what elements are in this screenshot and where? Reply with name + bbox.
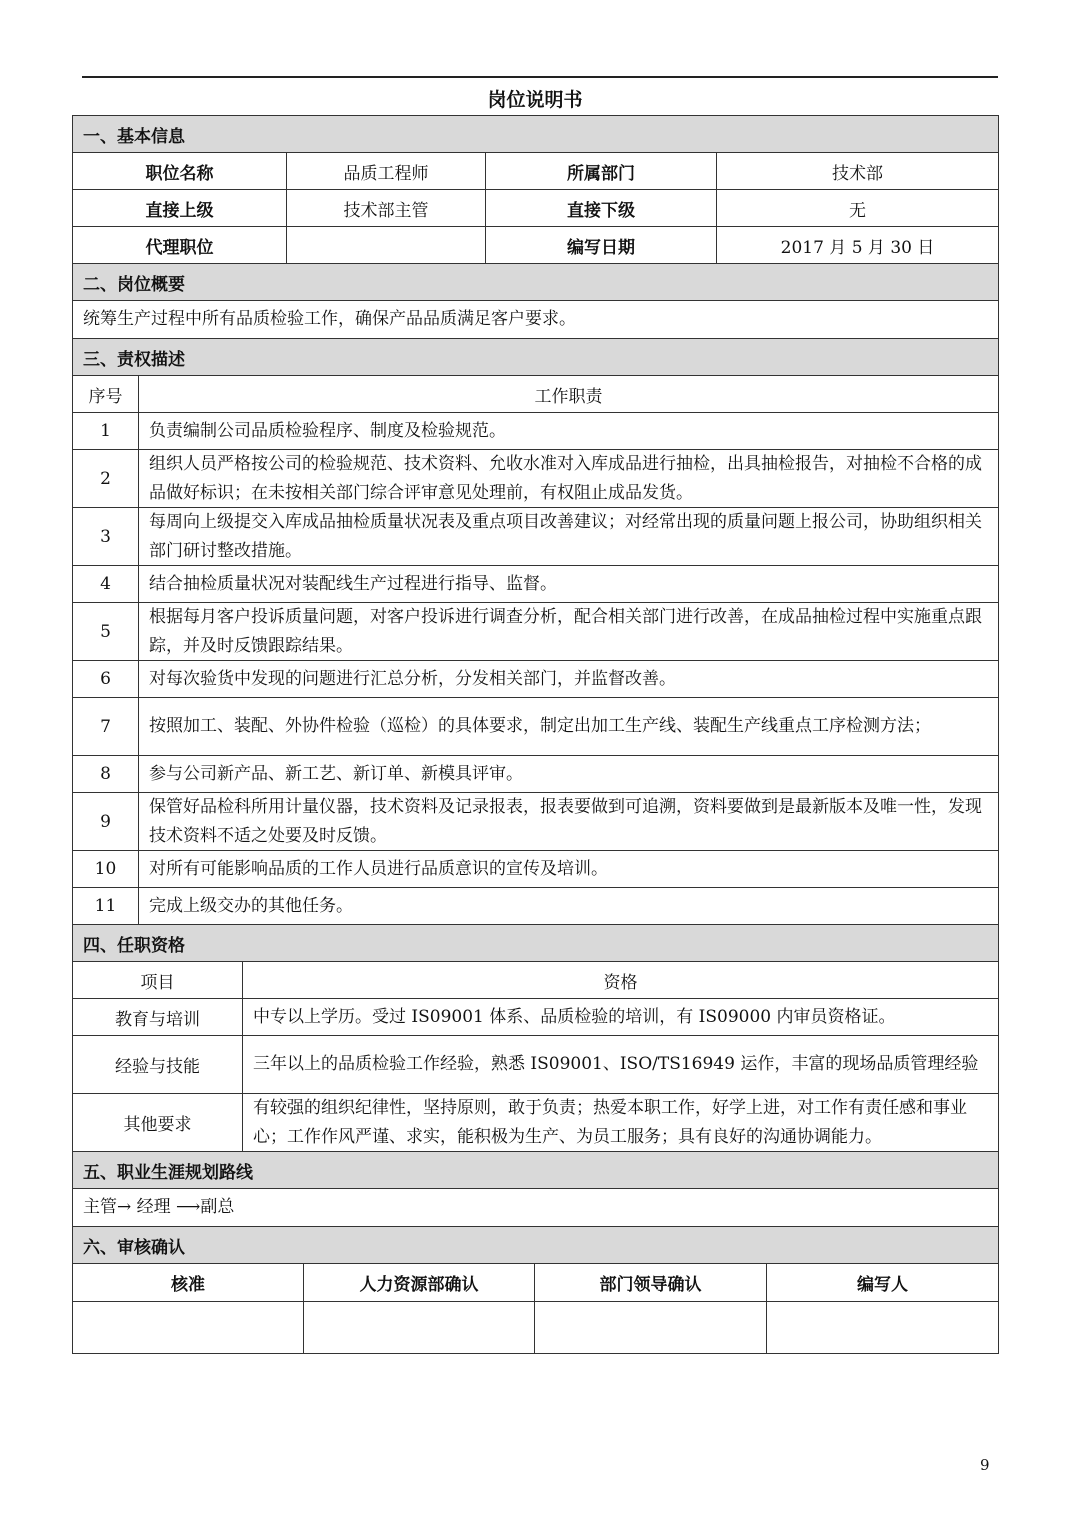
duty-number: 2 — [73, 450, 139, 507]
duty-text: 对所有可能影响品质的工作人员进行品质意识的宣传及培训。 — [139, 851, 999, 887]
review-signature-row — [73, 1302, 999, 1354]
duty-row — [73, 888, 999, 925]
qualification-requirement: 中专以上学历。受过 IS09001 体系、品质检验的培训，有 IS09000 内审员资格证。 — [243, 999, 999, 1035]
signature-cell — [304, 1302, 535, 1353]
info-row — [73, 190, 999, 227]
info-value — [287, 227, 486, 263]
overview-row — [73, 301, 999, 339]
duty-number: 10 — [73, 851, 139, 887]
qualification-row — [73, 999, 999, 1036]
qualification-row — [73, 1094, 999, 1152]
info-value: 2017 月 5 月 30 日 — [717, 227, 999, 263]
duty-text: 对每次验货中发现的问题进行汇总分析，分发相关部门，并监督改善。 — [139, 661, 999, 697]
duty-row — [73, 793, 999, 851]
qualification-requirement: 三年以上的品质检验工作经验，熟悉 IS09001、ISO/TS16949 运作，丰富的现场品质管理经验 — [243, 1036, 999, 1093]
duty-text: 组织人员严格按公司的检验规范、技术资料、允收水准对入库成品进行抽检，出具抽检报告，对抽检不合格的成品做好标识；在未按相关部门综合评审意见处理前，有权阻止成品发货。 — [139, 450, 999, 507]
page-number: 9 — [980, 1456, 990, 1474]
career-row — [73, 1189, 999, 1227]
section-career-path — [73, 1152, 999, 1189]
info-label: 直接下级 — [486, 190, 717, 226]
section-overview — [73, 264, 999, 301]
duty-number: 6 — [73, 661, 139, 697]
section-heading: 二、岗位概要 — [73, 264, 999, 300]
duty-row — [73, 413, 999, 450]
duty-row — [73, 508, 999, 566]
duty-number: 7 — [73, 698, 139, 755]
review-header-row — [73, 1264, 999, 1302]
section-heading: 三、责权描述 — [73, 339, 999, 375]
qualification-requirement: 有较强的组织纪律性，坚持原则，敢于负责；热爱本职工作，好学上进，对工作有责任感和事业心；工作作风严谨、求实，能积极为生产、为员工服务；具有良好的沟通协调能力。 — [243, 1094, 999, 1151]
section-heading: 一、基本信息 — [73, 116, 999, 152]
duty-text: 保管好品检科所用计量仪器，技术资料及记录报表，报表要做到可追溯，资料要做到是最新版本及唯一性，发现技术资料不适之处要及时反馈。 — [139, 793, 999, 850]
section-basic-info — [73, 116, 999, 153]
section-review — [73, 1227, 999, 1264]
duty-text: 根据每月客户投诉质量问题，对客户投诉进行调查分析，配合相关部门进行改善，在成品抽检过程中实施重点跟踪，并及时反馈跟踪结果。 — [139, 603, 999, 660]
qualifications-header-row — [73, 962, 999, 999]
column-header: 资格 — [243, 962, 999, 998]
duty-row — [73, 851, 999, 888]
overview-text: 统筹生产过程中所有品质检验工作，确保产品品质满足客户要求。 — [73, 301, 999, 338]
duty-text: 按照加工、装配、外协件检验（巡检）的具体要求，制定出加工生产线、装配生产线重点工序检测方法； — [139, 698, 999, 755]
duty-text: 参与公司新产品、新工艺、新订单、新模具评审。 — [139, 756, 999, 792]
duty-number: 9 — [73, 793, 139, 850]
duties-header-row — [73, 376, 999, 413]
duty-number: 3 — [73, 508, 139, 565]
duty-row — [73, 661, 999, 698]
column-header: 序号 — [73, 376, 139, 412]
info-row — [73, 227, 999, 264]
duty-number: 5 — [73, 603, 139, 660]
qualification-item: 经验与技能 — [73, 1036, 243, 1093]
section-qualifications — [73, 925, 999, 962]
duty-number: 8 — [73, 756, 139, 792]
review-column-header: 核准 — [73, 1264, 304, 1301]
column-header: 工作职责 — [139, 376, 999, 412]
info-label: 编写日期 — [486, 227, 717, 263]
info-label: 代理职位 — [73, 227, 287, 263]
info-row — [73, 153, 999, 190]
review-column-header: 部门领导确认 — [535, 1264, 767, 1301]
info-value: 无 — [717, 190, 999, 226]
section-duties — [73, 339, 999, 376]
duty-number: 1 — [73, 413, 139, 449]
section-heading: 五、职业生涯规划路线 — [73, 1152, 999, 1188]
duty-text: 结合抽检质量状况对装配线生产过程进行指导、监督。 — [139, 566, 999, 602]
document-title: 岗位说明书 — [487, 89, 583, 111]
info-label: 直接上级 — [73, 190, 287, 226]
signature-cell — [73, 1302, 304, 1353]
info-value: 技术部主管 — [287, 190, 486, 226]
duty-row — [73, 756, 999, 793]
info-label: 职位名称 — [73, 153, 287, 189]
duty-text: 负责编制公司品质检验程序、制度及检验规范。 — [139, 413, 999, 449]
header-rule — [82, 76, 998, 78]
signature-cell — [767, 1302, 999, 1353]
review-column-header: 编写人 — [767, 1264, 999, 1301]
signature-cell — [535, 1302, 767, 1353]
career-path-text: 主管→ 经理 ⟶副总 — [73, 1189, 999, 1226]
qualification-item: 其他要求 — [73, 1094, 243, 1151]
duty-text: 完成上级交办的其他任务。 — [139, 888, 999, 924]
column-header: 项目 — [73, 962, 243, 998]
review-column-header: 人力资源部确认 — [304, 1264, 535, 1301]
info-value: 技术部 — [717, 153, 999, 189]
duty-number: 4 — [73, 566, 139, 602]
duty-row — [73, 603, 999, 661]
job-description-table — [72, 115, 999, 1354]
section-heading: 六、审核确认 — [73, 1227, 999, 1263]
info-label: 所属部门 — [486, 153, 717, 189]
duty-number: 11 — [73, 888, 139, 924]
duty-text: 每周向上级提交入库成品抽检质量状况表及重点项目改善建议；对经常出现的质量问题上报公司，协助组织相关部门研讨整改措施。 — [139, 508, 999, 565]
qualification-row — [73, 1036, 999, 1094]
duty-row — [73, 698, 999, 756]
qualification-item: 教育与培训 — [73, 999, 243, 1035]
duty-row — [73, 450, 999, 508]
section-heading: 四、任职资格 — [73, 925, 999, 961]
duty-row — [73, 566, 999, 603]
info-value: 品质工程师 — [287, 153, 486, 189]
